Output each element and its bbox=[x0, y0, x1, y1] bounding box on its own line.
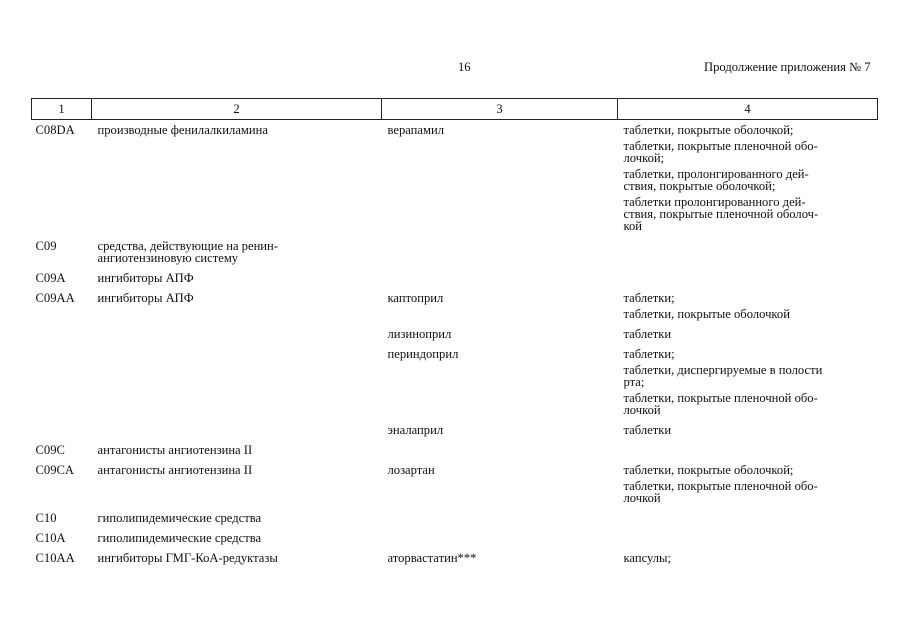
atc-code-cell: C10 bbox=[35, 511, 57, 525]
atc-code-cell: C09AA bbox=[35, 291, 75, 305]
dosage-form: таблетки, покрытые оболочкой; bbox=[623, 123, 794, 137]
group-name-cell: производные фенилалкиламина bbox=[97, 123, 268, 137]
dosage-forms-cell bbox=[618, 287, 878, 323]
atc-code-cell bbox=[32, 343, 92, 419]
dosage-form: таблетки; bbox=[623, 291, 675, 305]
table-row bbox=[32, 439, 878, 459]
table-row bbox=[32, 287, 878, 323]
group-name-cell: ингибиторы ГМГ-КоА-редуктазы bbox=[97, 551, 278, 565]
dosage-forms-cell bbox=[618, 459, 878, 507]
group-name-cell bbox=[92, 323, 382, 343]
table-body bbox=[32, 120, 878, 568]
column-header: 3 bbox=[382, 99, 618, 120]
group-name-cell: гиполипидемические средства bbox=[97, 531, 262, 545]
drug-name-cell: аторвастатин*** bbox=[387, 551, 477, 565]
dosage-form: таблетки bbox=[623, 423, 672, 437]
table-row bbox=[32, 459, 878, 507]
drug-name-cell bbox=[382, 527, 618, 547]
dosage-form: таблетки, покрытые пленочной обо- лочкой; bbox=[623, 139, 818, 165]
dosage-form: капсулы; bbox=[623, 551, 672, 565]
atc-code-cell bbox=[32, 419, 92, 439]
dosage-form: таблетки, покрытые пленочной обо- лочкой bbox=[623, 391, 818, 417]
column-header: 1 bbox=[32, 99, 92, 120]
dosage-forms-cell bbox=[618, 439, 878, 459]
dosage-form: таблетки, покрытые оболочкой bbox=[623, 307, 790, 321]
group-name-cell bbox=[92, 343, 382, 419]
column-header: 2 bbox=[92, 99, 382, 120]
atc-code-cell: C10A bbox=[35, 531, 66, 545]
table-row bbox=[32, 343, 878, 419]
table-row bbox=[32, 527, 878, 547]
group-name-cell: антагонисты ангиотензина II bbox=[97, 463, 253, 477]
drug-name-cell bbox=[382, 439, 618, 459]
drug-name-cell: эналаприл bbox=[387, 423, 444, 437]
drug-name-cell: лизиноприл bbox=[387, 327, 452, 341]
table-row bbox=[32, 120, 878, 236]
dosage-form: таблетки; bbox=[623, 347, 675, 361]
drug-name-cell: верапамил bbox=[387, 123, 445, 137]
table-row bbox=[32, 235, 878, 267]
drug-name-cell bbox=[382, 235, 618, 267]
table-row bbox=[32, 323, 878, 343]
page-number: 16 bbox=[458, 60, 471, 74]
atc-code-cell: C10AA bbox=[35, 551, 75, 565]
group-name-cell: ингибиторы АПФ bbox=[97, 291, 194, 305]
dosage-form: таблетки, покрытые оболочкой; bbox=[623, 463, 794, 477]
drug-name-cell: лозартан bbox=[387, 463, 435, 477]
drug-name-cell: каптоприл bbox=[387, 291, 444, 305]
atc-code-cell: C08DA bbox=[35, 123, 75, 137]
table-row bbox=[32, 419, 878, 439]
dosage-form: таблетки, диспергируемые в полости рта; bbox=[623, 363, 823, 389]
table-row bbox=[32, 507, 878, 527]
dosage-forms-cell bbox=[618, 323, 878, 343]
table-header bbox=[32, 99, 878, 120]
dosage-forms-cell bbox=[618, 235, 878, 267]
table-row bbox=[32, 267, 878, 287]
atc-code-cell: C09 bbox=[35, 239, 57, 253]
dosage-form: таблетки, пролонгированного дей- ствия, покрытые оболочкой; bbox=[623, 167, 809, 193]
dosage-form: таблетки пролонгированного дей- ствия, покрытые пленочной оболоч- кой bbox=[623, 195, 819, 233]
drug-name-cell bbox=[382, 267, 618, 287]
dosage-forms-cell bbox=[618, 419, 878, 439]
column-header: 4 bbox=[618, 99, 878, 120]
group-name-cell: антагонисты ангиотензина II bbox=[97, 443, 253, 457]
dosage-forms-cell bbox=[618, 507, 878, 527]
continuation-note: Продолжение приложения № 7 bbox=[704, 60, 871, 74]
group-name-cell: гиполипидемические средства bbox=[97, 511, 262, 525]
table-row bbox=[32, 547, 878, 567]
group-name-cell bbox=[92, 419, 382, 439]
drug-name-cell: периндоприл bbox=[387, 347, 459, 361]
atc-code-cell: C09CA bbox=[35, 463, 74, 477]
atc-code-cell bbox=[32, 323, 92, 343]
dosage-forms-cell bbox=[618, 527, 878, 547]
dosage-form: таблетки bbox=[623, 327, 672, 341]
group-name-cell: ингибиторы АПФ bbox=[97, 271, 194, 285]
atc-code-cell: C09C bbox=[35, 443, 65, 457]
dosage-forms-cell bbox=[618, 120, 878, 236]
dosage-form: таблетки, покрытые пленочной обо- лочкой bbox=[623, 479, 818, 505]
group-name-cell: средства, действующие на ренин- ангиотензиновую систему bbox=[97, 239, 278, 265]
dosage-forms-cell bbox=[618, 267, 878, 287]
dosage-forms-cell bbox=[618, 547, 878, 567]
atc-code-cell: C09A bbox=[35, 271, 66, 285]
drug-name-cell bbox=[382, 507, 618, 527]
dosage-forms-cell bbox=[618, 343, 878, 419]
drug-table bbox=[31, 98, 878, 567]
